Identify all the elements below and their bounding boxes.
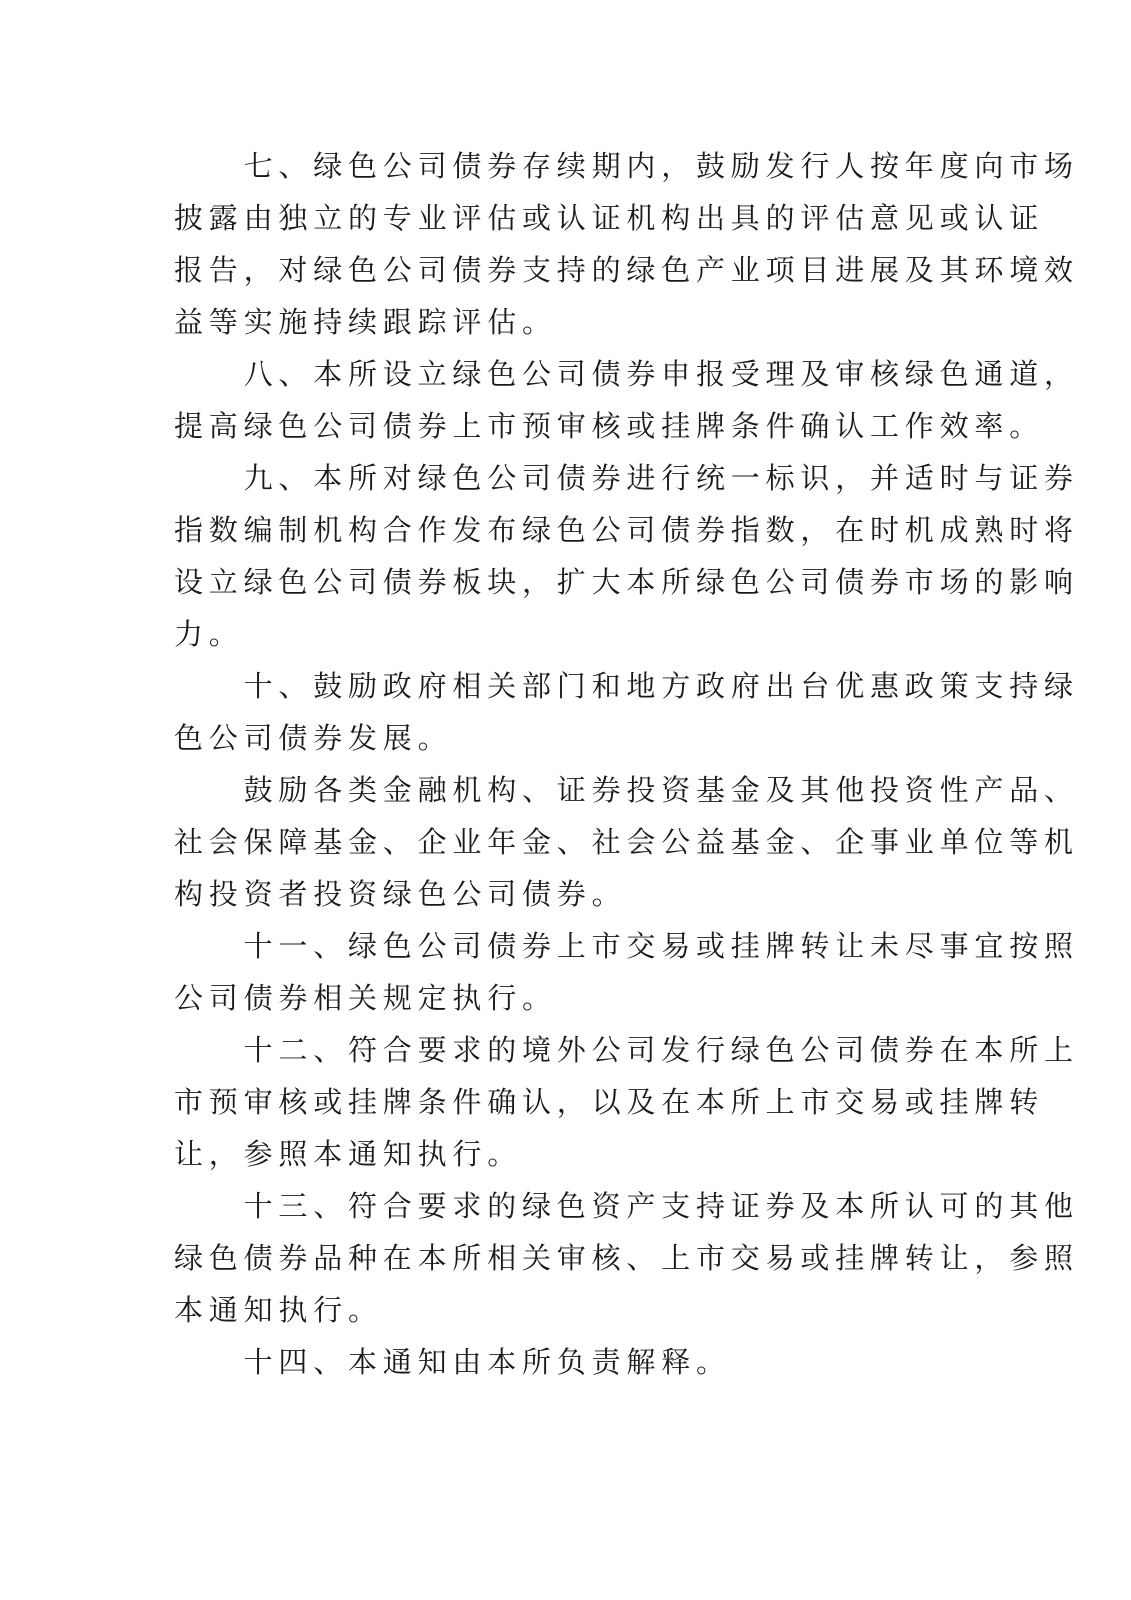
- text-line: 力。: [174, 617, 244, 651]
- text-line: 十一、绿色公司债券上市交易或挂牌转让未尽事宜按照: [174, 929, 1079, 963]
- text-line: 报告，对绿色公司债券支持的绿色产业项目进展及其环境效: [174, 253, 1079, 287]
- text-line: 提高绿色公司债券上市预审核或挂牌条件确认工作效率。: [174, 409, 1045, 443]
- text-line: 鼓励各类金融机构、证券投资基金及其他投资性产品、: [174, 773, 1079, 807]
- text-line: 七、绿色公司债券存续期内，鼓励发行人按年度向市场: [174, 149, 1079, 183]
- text-line: 市预审核或挂牌条件确认，以及在本所上市交易或挂牌转: [174, 1085, 1045, 1119]
- text-line: 十二、符合要求的境外公司发行绿色公司债券在本所上: [174, 1033, 1079, 1067]
- text-line: 构投资者投资绿色公司债券。: [174, 877, 627, 911]
- text-line: 十三、符合要求的绿色资产支持证券及本所认可的其他: [174, 1189, 1079, 1223]
- text-line: 公司债券相关规定执行。: [174, 981, 557, 1015]
- text-line: 披露由独立的专业评估或认证机构出具的评估意见或认证: [174, 201, 1045, 235]
- text-line: 十四、本通知由本所负责解释。: [174, 1345, 731, 1379]
- text-line: 九、本所对绿色公司债券进行统一标识，并适时与证券: [174, 461, 1079, 495]
- text-line: 让，参照本通知执行。: [174, 1137, 523, 1171]
- text-line: 指数编制机构合作发布绿色公司债券指数，在时机成熟时将: [174, 513, 1079, 547]
- text-line: 十、鼓励政府相关部门和地方政府出台优惠政策支持绿: [174, 669, 1079, 703]
- text-line: 绿色债券品种在本所相关审核、上市交易或挂牌转让，参照: [174, 1241, 1079, 1275]
- text-line: 本通知执行。: [174, 1293, 383, 1327]
- text-line: 益等实施持续跟踪评估。: [174, 305, 557, 339]
- text-line: 社会保障基金、企业年金、社会公益基金、企事业单位等机: [174, 825, 1079, 859]
- text-line: 设立绿色公司债券板块，扩大本所绿色公司债券市场的影响: [174, 565, 1079, 599]
- document-body: [174, 140, 1079, 1388]
- text-line: 色公司债券发展。: [174, 721, 453, 755]
- text-line: 八、本所设立绿色公司债券申报受理及审核绿色通道，: [174, 357, 1079, 391]
